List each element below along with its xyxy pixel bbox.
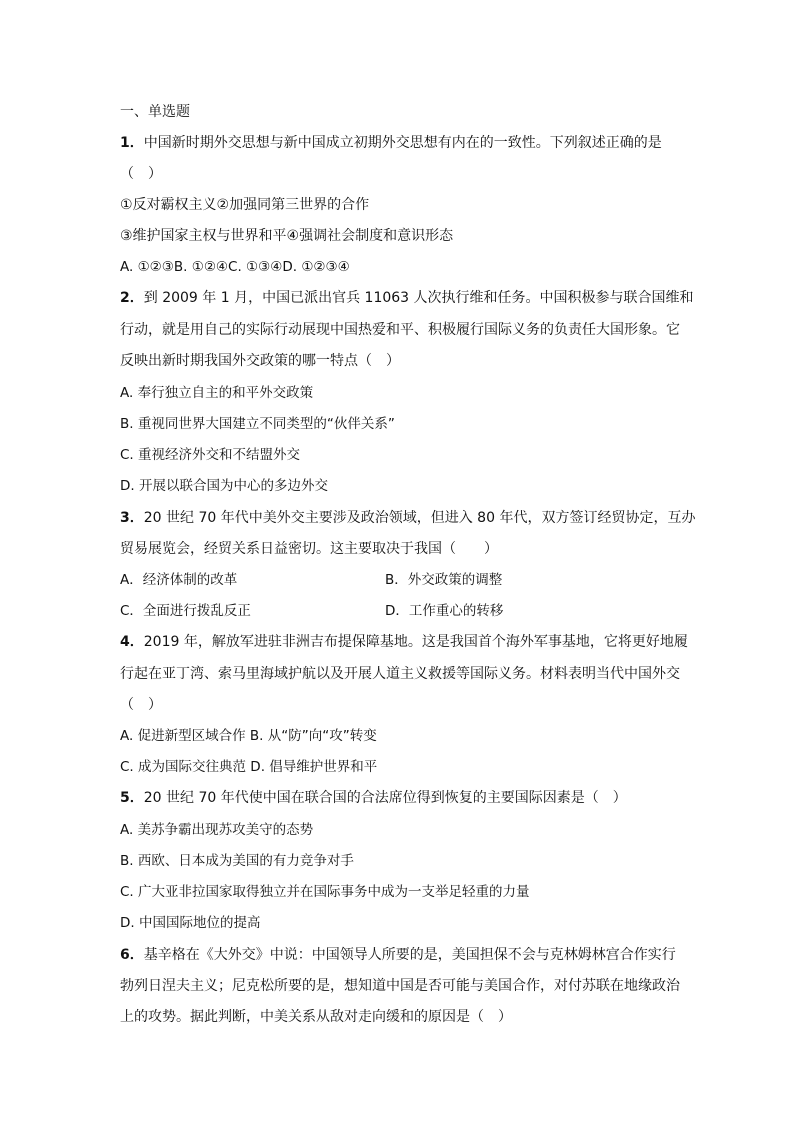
- question-5-option-d: D. 中国国际地位的提高: [120, 915, 261, 931]
- question-6-line-3: 上的攻势。据此判断，中美关系从敌对走向缓和的原因是（ ）: [120, 1009, 512, 1025]
- question-2-option-c: C. 重视经济外交和不结盟外交: [120, 447, 301, 463]
- question-3-line-2: 贸易展览会，经贸关系日益密切。这主要取决于我国（ ）: [120, 541, 498, 557]
- question-1-line-1: 1．中国新时期外交思想与新中国成立初期外交思想有内在的一致性。下列叙述正确的是: [120, 135, 662, 151]
- question-3-option-b: B．外交政策的调整: [385, 572, 503, 588]
- question-4-line-1: 4．2019 年，解放军进驻非洲吉布提保障基地。这是我国首个海外军事基地，它将更好地履: [120, 634, 688, 650]
- question-5-option-c: C. 广大亚非拉国家取得独立并在国际事务中成为一支举足轻重的力量: [120, 884, 530, 900]
- question-number: 1．: [120, 135, 144, 151]
- question-5-option-a: A. 美苏争霸出现苏攻美守的态势: [120, 822, 314, 838]
- question-3-option-c: C．全面进行拨乱反正: [120, 603, 251, 619]
- question-1-item-2: ③维护国家主权与世界和平④强调社会制度和意识形态: [120, 228, 454, 244]
- question-number: 2．: [120, 290, 144, 306]
- question-4-line-3: （ ）: [120, 697, 162, 713]
- question-number: 4．: [120, 634, 144, 650]
- question-3-option-a: A．经济体制的改革: [120, 572, 238, 588]
- question-1-line-2: （ ）: [120, 166, 162, 182]
- question-2-line-3: 反映出新时期我国外交政策的哪一特点（ ）: [120, 353, 400, 369]
- question-3-line-1: 3．20 世纪 70 年代中美外交主要涉及政治领域，但进入 80 年代，双方签订经贸协定，互办: [120, 510, 696, 526]
- question-number: 5．: [120, 790, 144, 806]
- question-4-line-2: 行起在亚丁湾、索马里海域护航以及开展人道主义救援等国际义务。材料表明当代中国外交: [120, 666, 680, 682]
- question-3-option-d: D．工作重心的转移: [385, 603, 504, 619]
- question-2-line-1: 2．到 2009 年 1 月，中国已派出官兵 11063 人次执行维和任务。中国积极参与联合国维和: [120, 290, 694, 306]
- question-2-line-2: 行动，就是用自己的实际行动展现中国热爱和平、积极履行国际义务的负责任大国形象。它: [120, 322, 680, 338]
- question-5-line-1: 5．20 世纪 70 年代使中国在联合国的合法席位得到恢复的主要国际因素是（ ）: [120, 790, 627, 806]
- question-6-line-1: 6．基辛格在《大外交》中说：中国领导人所要的是，美国担保不会与克林姆林宫合作实行: [120, 947, 676, 963]
- question-number: 6．: [120, 947, 144, 963]
- question-4-options-line-2: C. 成为国际交往典范 D. 倡导维护世界和平: [120, 759, 378, 775]
- question-number: 3．: [120, 510, 144, 526]
- question-1-options: A. ①②③B. ①②④C. ①③④D. ①②③④: [120, 259, 350, 275]
- question-2-option-b: B. 重视同世界大国建立不同类型的“伙伴关系”: [120, 416, 395, 432]
- question-2-option-d: D. 开展以联合国为中心的多边外交: [120, 478, 328, 494]
- question-5-option-b: B. 西欧、日本成为美国的有力竞争对手: [120, 853, 354, 869]
- section-title: 一、单选题: [120, 104, 190, 120]
- question-6-line-2: 勃列日涅夫主义；尼克松所要的是，想知道中国是否可能与美国合作，对付苏联在地缘政治: [120, 978, 680, 994]
- question-1-item-1: ①反对霸权主义②加强同第三世界的合作: [120, 197, 370, 213]
- question-2-option-a: A. 奉行独立自主的和平外交政策: [120, 385, 314, 401]
- question-4-options-line-1: A. 促进新型区域合作 B. 从“防”向“攻”转变: [120, 728, 377, 744]
